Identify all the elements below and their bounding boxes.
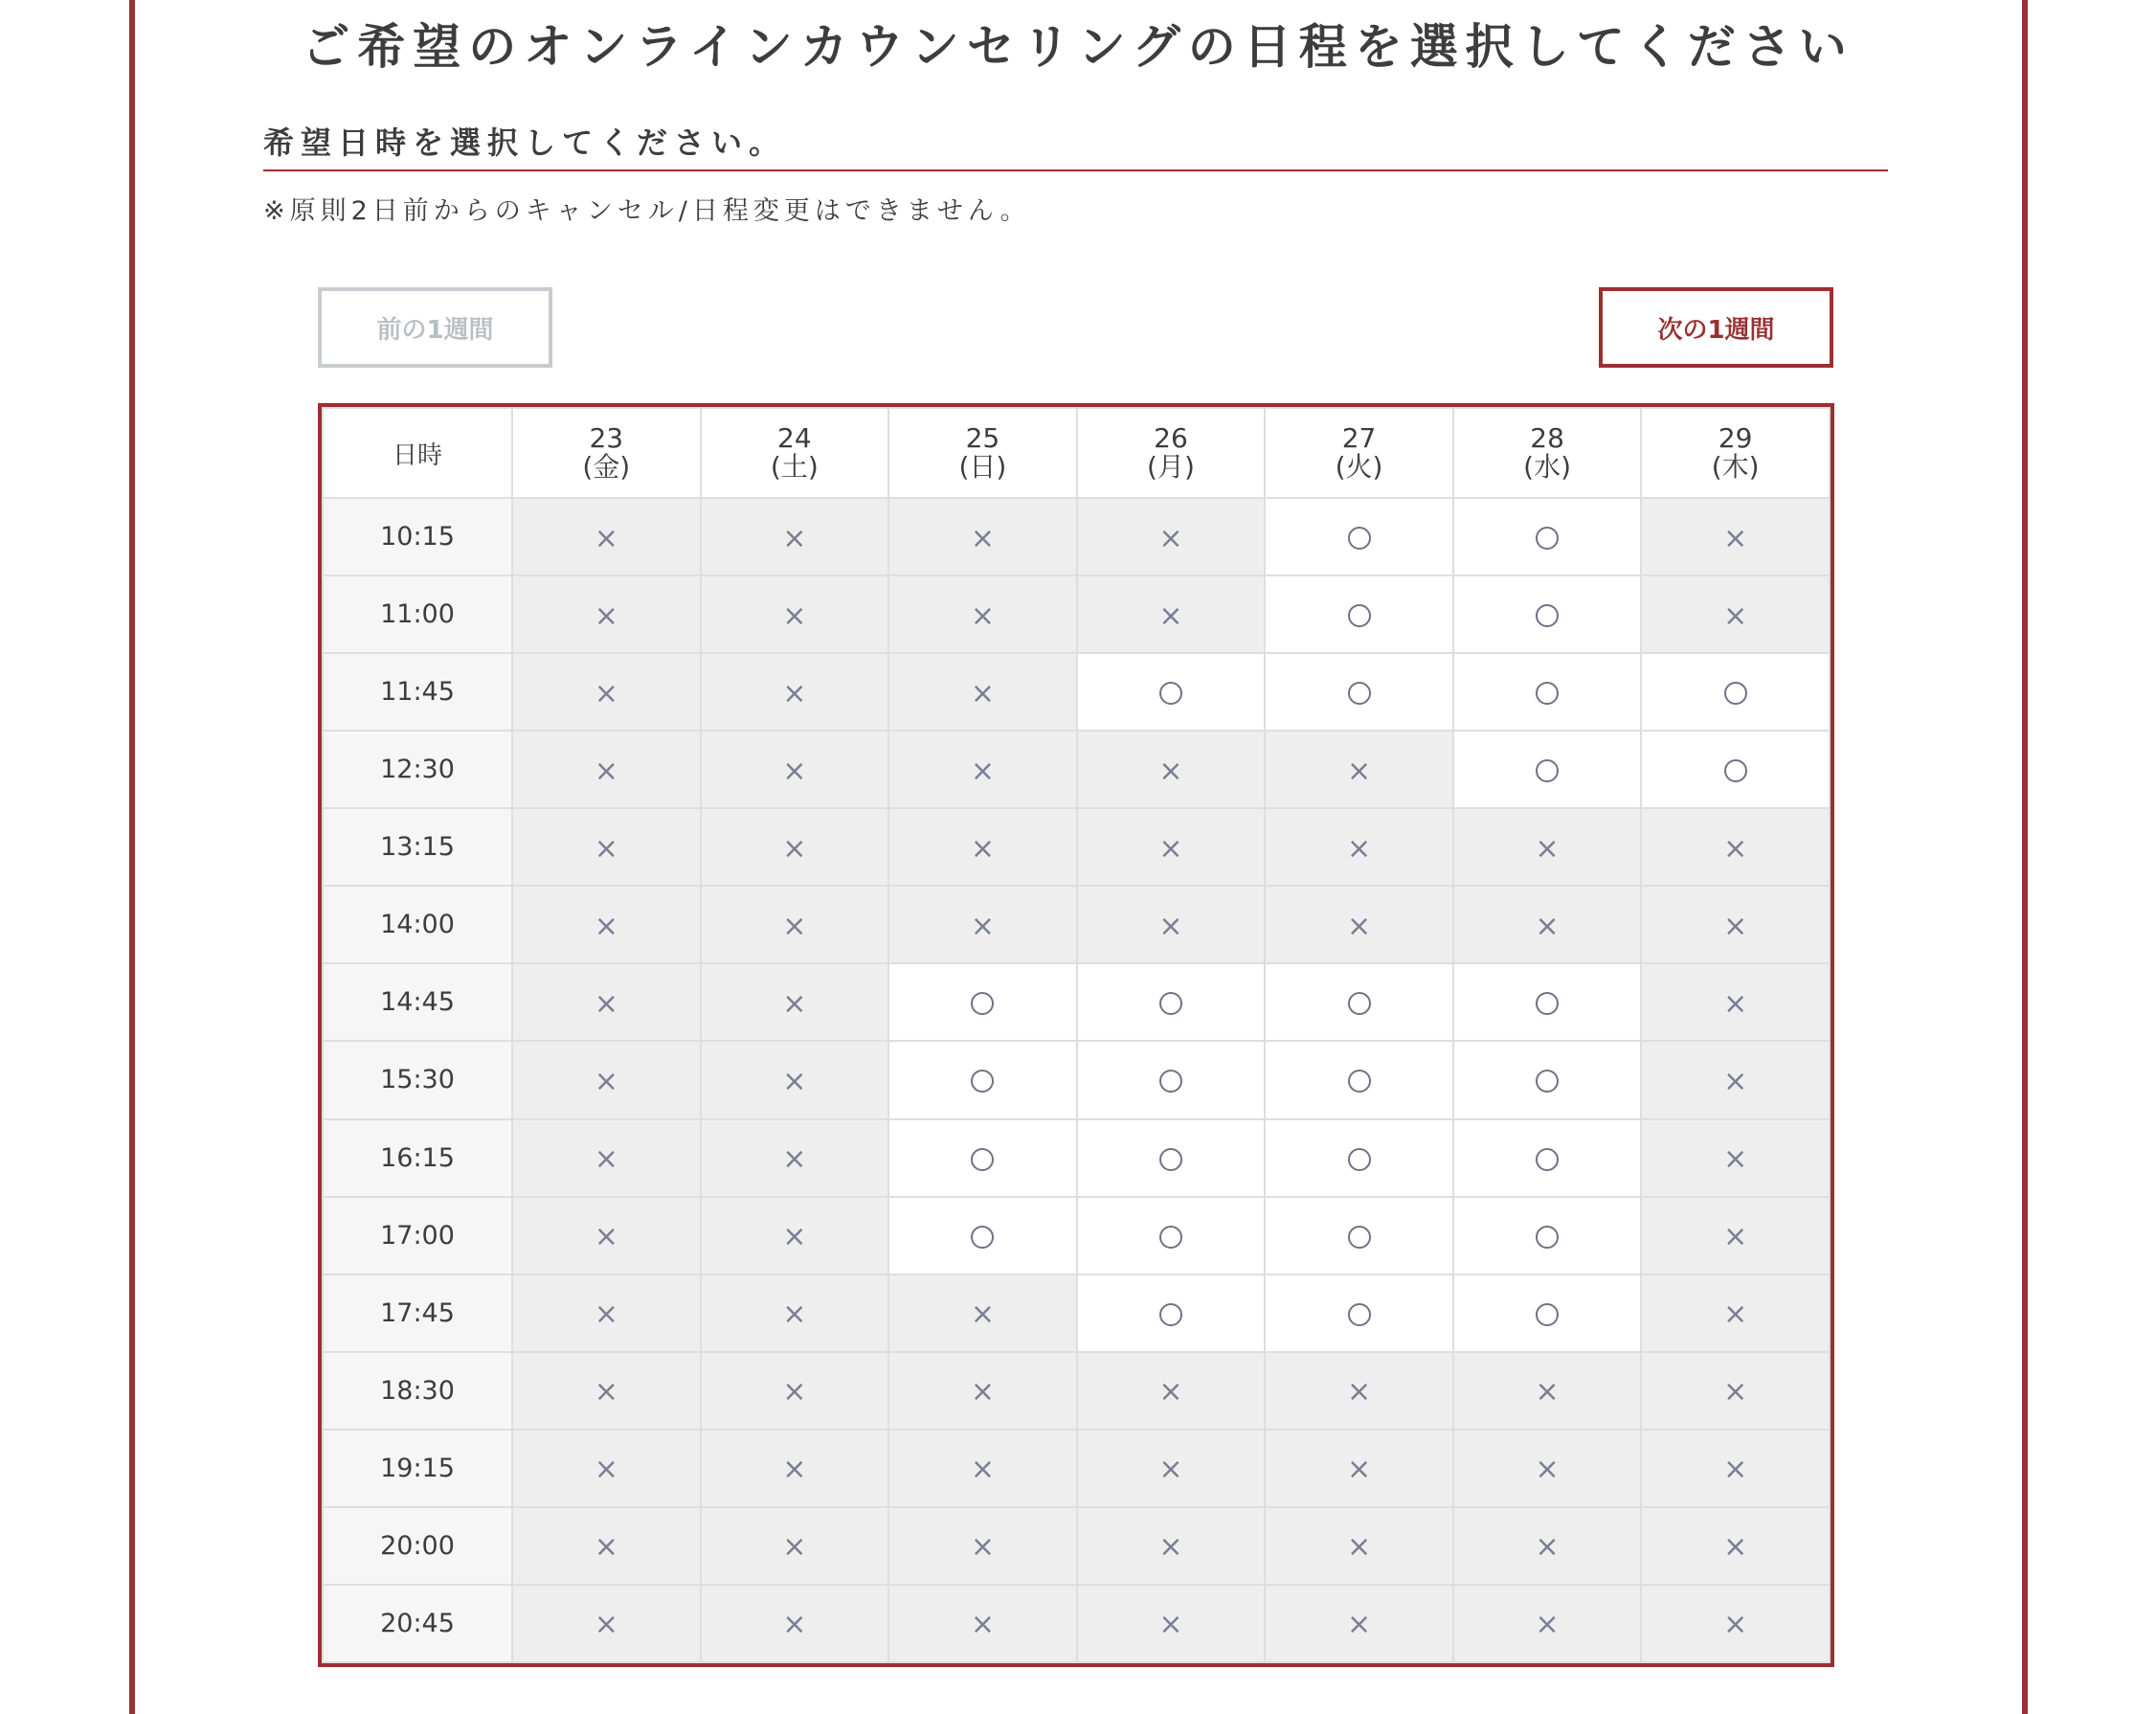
cross-icon: × <box>1723 1297 1748 1332</box>
corner-header: 日時 <box>323 408 512 498</box>
circle-icon <box>1536 992 1559 1015</box>
circle-icon <box>1536 604 1559 627</box>
slot-unavailable <box>512 1041 701 1118</box>
slot-unavailable <box>701 1197 889 1274</box>
slot-available[interactable] <box>1453 575 1642 653</box>
slot-unavailable <box>512 1197 701 1274</box>
slot-unavailable <box>1077 1507 1266 1585</box>
circle-icon <box>1348 682 1371 705</box>
circle-icon <box>1724 759 1747 782</box>
slot-unavailable <box>701 1041 889 1118</box>
cross-icon: × <box>594 598 618 633</box>
slot-unavailable <box>1453 886 1642 963</box>
time-row <box>323 1274 1830 1352</box>
time-row <box>323 575 1830 653</box>
day-weekday: (月) <box>1147 451 1195 483</box>
time-label: 20:45 <box>323 1585 512 1662</box>
slot-unavailable <box>1265 808 1453 886</box>
circle-icon <box>1159 992 1182 1015</box>
slot-unavailable <box>1453 1430 1642 1507</box>
time-label: 19:15 <box>323 1430 512 1507</box>
time-label: 11:00 <box>323 575 512 653</box>
slot-available[interactable] <box>1265 963 1453 1041</box>
cross-icon: × <box>594 1297 618 1332</box>
slot-unavailable <box>1641 1352 1830 1430</box>
cross-icon: × <box>782 598 807 633</box>
day-number: 27 <box>1341 422 1377 454</box>
slot-available[interactable] <box>1453 653 1642 731</box>
cross-icon: × <box>1346 909 1372 943</box>
time-row <box>323 1119 1830 1197</box>
cross-icon: × <box>782 1608 807 1642</box>
slot-unavailable <box>512 1119 701 1197</box>
slot-available[interactable] <box>888 1119 1077 1197</box>
slot-unavailable <box>512 1352 701 1430</box>
slot-unavailable <box>888 808 1077 886</box>
slot-unavailable <box>512 1585 701 1662</box>
slot-unavailable <box>888 1430 1077 1507</box>
circle-icon <box>1348 1148 1371 1171</box>
slot-unavailable <box>1077 575 1266 653</box>
time-label: 10:15 <box>323 498 512 575</box>
circle-icon <box>1159 1148 1182 1171</box>
circle-icon <box>971 992 994 1015</box>
cross-icon: × <box>1158 909 1183 943</box>
slot-unavailable <box>1641 808 1830 886</box>
slot-unavailable <box>701 498 889 575</box>
circle-icon <box>1159 1070 1182 1093</box>
time-label: 17:00 <box>323 1197 512 1274</box>
slot-unavailable <box>701 1430 889 1507</box>
cross-icon: × <box>594 1064 618 1098</box>
circle-icon <box>1348 992 1371 1015</box>
cross-icon: × <box>1535 1375 1560 1410</box>
time-row <box>323 1585 1830 1662</box>
cross-icon: × <box>782 754 807 788</box>
cross-icon: × <box>594 1375 618 1410</box>
slot-unavailable <box>1077 886 1266 963</box>
day-header <box>1077 408 1266 498</box>
cross-icon: × <box>1158 1530 1183 1565</box>
day-header <box>701 408 889 498</box>
slot-unavailable <box>1641 1041 1830 1118</box>
section-heading: 希望日時を選択してください。 <box>263 124 787 161</box>
cross-icon: × <box>1346 1530 1372 1565</box>
slot-unavailable <box>512 963 701 1041</box>
day-number: 24 <box>777 422 812 454</box>
day-number: 23 <box>589 422 624 454</box>
slot-unavailable <box>1077 498 1266 575</box>
slot-available[interactable] <box>1265 1274 1453 1352</box>
slot-unavailable <box>888 498 1077 575</box>
circle-icon <box>971 1148 994 1171</box>
time-row <box>323 1507 1830 1585</box>
cross-icon: × <box>782 1142 807 1177</box>
day-weekday: (水) <box>1523 451 1572 483</box>
slot-unavailable <box>1641 1197 1830 1274</box>
cross-icon: × <box>970 521 995 555</box>
time-label: 17:45 <box>323 1274 512 1352</box>
cross-icon: × <box>594 676 618 710</box>
slot-unavailable <box>888 1274 1077 1352</box>
time-label: 12:30 <box>323 731 512 808</box>
slot-unavailable <box>701 1119 889 1197</box>
slot-available[interactable] <box>1077 1041 1266 1118</box>
cross-icon: × <box>1723 521 1748 555</box>
slot-unavailable <box>888 1507 1077 1585</box>
cross-icon: × <box>594 909 618 943</box>
cross-icon: × <box>1346 754 1372 788</box>
cross-icon: × <box>594 986 618 1021</box>
cross-icon: × <box>1723 1064 1748 1098</box>
cross-icon: × <box>1535 909 1560 943</box>
cross-icon: × <box>1346 1453 1372 1487</box>
cross-icon: × <box>1723 1220 1748 1254</box>
slot-available[interactable] <box>1453 731 1642 808</box>
cross-icon: × <box>782 1220 807 1254</box>
slot-available[interactable] <box>888 1197 1077 1274</box>
time-row <box>323 808 1830 886</box>
slot-unavailable <box>888 1585 1077 1662</box>
cross-icon: × <box>782 986 807 1021</box>
time-label: 13:15 <box>323 808 512 886</box>
slot-available[interactable] <box>1265 1119 1453 1197</box>
circle-icon <box>1536 1303 1559 1326</box>
slot-unavailable <box>888 653 1077 731</box>
slot-unavailable <box>1641 498 1830 575</box>
schedule-table <box>318 403 1834 1667</box>
slot-unavailable <box>1453 1507 1642 1585</box>
circle-icon <box>1348 1226 1371 1249</box>
cross-icon: × <box>1723 986 1748 1021</box>
slot-unavailable <box>701 1352 889 1430</box>
slot-unavailable <box>1453 1585 1642 1662</box>
cross-icon: × <box>782 909 807 943</box>
circle-icon <box>1159 1303 1182 1326</box>
circle-icon <box>971 1226 994 1249</box>
cross-icon: × <box>970 1608 995 1642</box>
slot-unavailable <box>888 575 1077 653</box>
cross-icon: × <box>1535 831 1560 866</box>
circle-icon <box>1348 604 1371 627</box>
day-header <box>888 408 1077 498</box>
cross-icon: × <box>1346 1375 1372 1410</box>
slot-available[interactable] <box>1077 1274 1266 1352</box>
slot-available[interactable] <box>1453 1274 1642 1352</box>
cross-icon: × <box>1723 598 1748 633</box>
circle-icon <box>1536 682 1559 705</box>
slot-unavailable <box>1077 731 1266 808</box>
slot-unavailable <box>512 575 701 653</box>
slot-unavailable <box>701 575 889 653</box>
slot-unavailable <box>888 886 1077 963</box>
day-number: 28 <box>1530 422 1564 454</box>
time-row <box>323 886 1830 963</box>
slot-unavailable <box>1641 886 1830 963</box>
slot-unavailable <box>701 1507 889 1585</box>
cross-icon: × <box>1723 831 1748 866</box>
slot-unavailable <box>701 886 889 963</box>
day-number: 25 <box>965 422 1000 454</box>
slot-available[interactable] <box>1453 1041 1642 1118</box>
cross-icon: × <box>970 831 995 866</box>
time-label: 15:30 <box>323 1041 512 1118</box>
cross-icon: × <box>1158 1375 1183 1410</box>
prev-week-button[interactable]: 前の1週間 <box>318 287 552 368</box>
slot-unavailable <box>701 1585 889 1662</box>
cancellation-notice: ※原則2日前からのキャンセル/日程変更はできません。 <box>263 196 1031 226</box>
cross-icon: × <box>970 1530 995 1565</box>
time-row <box>323 1197 1830 1274</box>
cross-icon: × <box>1723 1608 1748 1642</box>
cross-icon: × <box>782 1297 807 1332</box>
time-row <box>323 653 1830 731</box>
cross-icon: × <box>970 754 995 788</box>
cross-icon: × <box>1158 521 1183 555</box>
time-label: 18:30 <box>323 1352 512 1430</box>
cross-icon: × <box>782 1530 807 1565</box>
cross-icon: × <box>782 1064 807 1098</box>
slot-unavailable <box>1077 1352 1266 1430</box>
slot-unavailable <box>512 886 701 963</box>
circle-icon <box>1536 1148 1559 1171</box>
cross-icon: × <box>1158 1608 1183 1642</box>
time-label: 16:15 <box>323 1119 512 1197</box>
time-row <box>323 731 1830 808</box>
section-divider <box>263 169 1888 171</box>
slot-unavailable <box>1265 1430 1453 1507</box>
day-weekday: (土) <box>770 451 819 483</box>
time-row <box>323 1352 1830 1430</box>
cross-icon: × <box>782 521 807 555</box>
day-number: 26 <box>1154 422 1188 454</box>
day-header <box>1265 408 1453 498</box>
slot-available[interactable] <box>1453 1197 1642 1274</box>
day-header <box>1641 408 1830 498</box>
cross-icon: × <box>594 831 618 866</box>
cross-icon: × <box>1535 1530 1560 1565</box>
slot-unavailable <box>1265 1352 1453 1430</box>
slot-available[interactable] <box>888 963 1077 1041</box>
slot-available[interactable] <box>1265 1041 1453 1118</box>
slot-unavailable <box>1077 1430 1266 1507</box>
cross-icon: × <box>1346 831 1372 866</box>
cross-icon: × <box>782 1375 807 1410</box>
next-week-button[interactable]: 次の1週間 <box>1599 287 1833 368</box>
time-row <box>323 1041 1830 1118</box>
day-header <box>1453 408 1642 498</box>
day-weekday: (木) <box>1711 451 1760 483</box>
circle-icon <box>1159 682 1182 705</box>
circle-icon <box>971 1070 994 1093</box>
slot-unavailable <box>512 653 701 731</box>
slot-unavailable <box>512 498 701 575</box>
cross-icon: × <box>782 1453 807 1487</box>
schedule-header-row <box>323 408 1830 498</box>
cross-icon: × <box>594 1220 618 1254</box>
slot-unavailable <box>701 963 889 1041</box>
day-number: 29 <box>1718 422 1753 454</box>
slot-available[interactable] <box>1453 963 1642 1041</box>
time-row <box>323 498 1830 575</box>
slot-available[interactable] <box>1641 653 1830 731</box>
day-weekday: (金) <box>582 451 631 483</box>
cross-icon: × <box>1535 1608 1560 1642</box>
slot-unavailable <box>1265 731 1453 808</box>
slot-unavailable <box>512 808 701 886</box>
cross-icon: × <box>1723 1142 1748 1177</box>
slot-available[interactable] <box>1077 653 1266 731</box>
cross-icon: × <box>594 1453 618 1487</box>
cross-icon: × <box>594 521 618 555</box>
cross-icon: × <box>1535 1453 1560 1487</box>
cross-icon: × <box>1158 754 1183 788</box>
cross-icon: × <box>1723 909 1748 943</box>
circle-icon <box>1536 759 1559 782</box>
slot-available[interactable] <box>1453 1119 1642 1197</box>
circle-icon <box>1536 527 1559 550</box>
slot-unavailable <box>1641 1274 1830 1352</box>
slot-unavailable <box>1641 1585 1830 1662</box>
circle-icon <box>1348 527 1371 550</box>
cross-icon: × <box>594 1608 618 1642</box>
circle-icon <box>1536 1226 1559 1249</box>
slot-unavailable <box>512 1430 701 1507</box>
slot-unavailable <box>1265 1585 1453 1662</box>
cross-icon: × <box>1723 1375 1748 1410</box>
slot-unavailable <box>512 1507 701 1585</box>
cross-icon: × <box>1723 1453 1748 1487</box>
cross-icon: × <box>594 754 618 788</box>
time-label: 14:45 <box>323 963 512 1041</box>
cross-icon: × <box>1158 598 1183 633</box>
slot-available[interactable] <box>1265 498 1453 575</box>
cross-icon: × <box>1158 831 1183 866</box>
circle-icon <box>1536 1070 1559 1093</box>
time-label: 11:45 <box>323 653 512 731</box>
slot-available[interactable] <box>1077 1197 1266 1274</box>
time-row <box>323 1430 1830 1507</box>
cross-icon: × <box>1346 1608 1372 1642</box>
cross-icon: × <box>970 1297 995 1332</box>
slot-unavailable <box>512 1274 701 1352</box>
cross-icon: × <box>1158 1453 1183 1487</box>
slot-available[interactable] <box>1077 1119 1266 1197</box>
cross-icon: × <box>970 909 995 943</box>
slot-unavailable <box>701 1274 889 1352</box>
slot-unavailable <box>888 1352 1077 1430</box>
slot-available[interactable] <box>1265 575 1453 653</box>
slot-unavailable <box>1641 1507 1830 1585</box>
slot-unavailable <box>1453 808 1642 886</box>
slot-unavailable <box>701 808 889 886</box>
slot-unavailable <box>701 731 889 808</box>
slot-unavailable <box>1265 1507 1453 1585</box>
slot-unavailable <box>1641 1119 1830 1197</box>
page-title: ご希望のオンラインカウンセリングの日程を選択してください <box>302 19 1854 75</box>
cross-icon: × <box>970 598 995 633</box>
day-weekday: (日) <box>958 451 1007 483</box>
slot-available[interactable] <box>1265 653 1453 731</box>
time-row <box>323 963 1830 1041</box>
slot-unavailable <box>512 731 701 808</box>
slot-unavailable <box>1077 808 1266 886</box>
time-label: 14:00 <box>323 886 512 963</box>
slot-unavailable <box>1077 1585 1266 1662</box>
cross-icon: × <box>970 1375 995 1410</box>
cross-icon: × <box>782 676 807 710</box>
day-weekday: (火) <box>1335 451 1383 483</box>
slot-unavailable <box>888 731 1077 808</box>
cross-icon: × <box>594 1142 618 1177</box>
time-label: 20:00 <box>323 1507 512 1585</box>
slot-unavailable <box>701 653 889 731</box>
circle-icon <box>1159 1226 1182 1249</box>
cross-icon: × <box>1723 1530 1748 1565</box>
slot-unavailable <box>1453 1352 1642 1430</box>
slot-available[interactable] <box>1077 963 1266 1041</box>
circle-icon <box>1348 1303 1371 1326</box>
slot-available[interactable] <box>1641 731 1830 808</box>
circle-icon <box>1724 682 1747 705</box>
slot-unavailable <box>1641 575 1830 653</box>
slot-available[interactable] <box>1265 1197 1453 1274</box>
schedule-body <box>323 498 1830 1662</box>
day-header <box>512 408 701 498</box>
cross-icon: × <box>970 676 995 710</box>
cross-icon: × <box>782 831 807 866</box>
cross-icon: × <box>970 1453 995 1487</box>
slot-unavailable <box>1641 963 1830 1041</box>
slot-unavailable <box>1265 886 1453 963</box>
slot-unavailable <box>1641 1430 1830 1507</box>
slot-available[interactable] <box>1453 498 1642 575</box>
cross-icon: × <box>594 1530 618 1565</box>
circle-icon <box>1348 1070 1371 1093</box>
slot-available[interactable] <box>888 1041 1077 1118</box>
